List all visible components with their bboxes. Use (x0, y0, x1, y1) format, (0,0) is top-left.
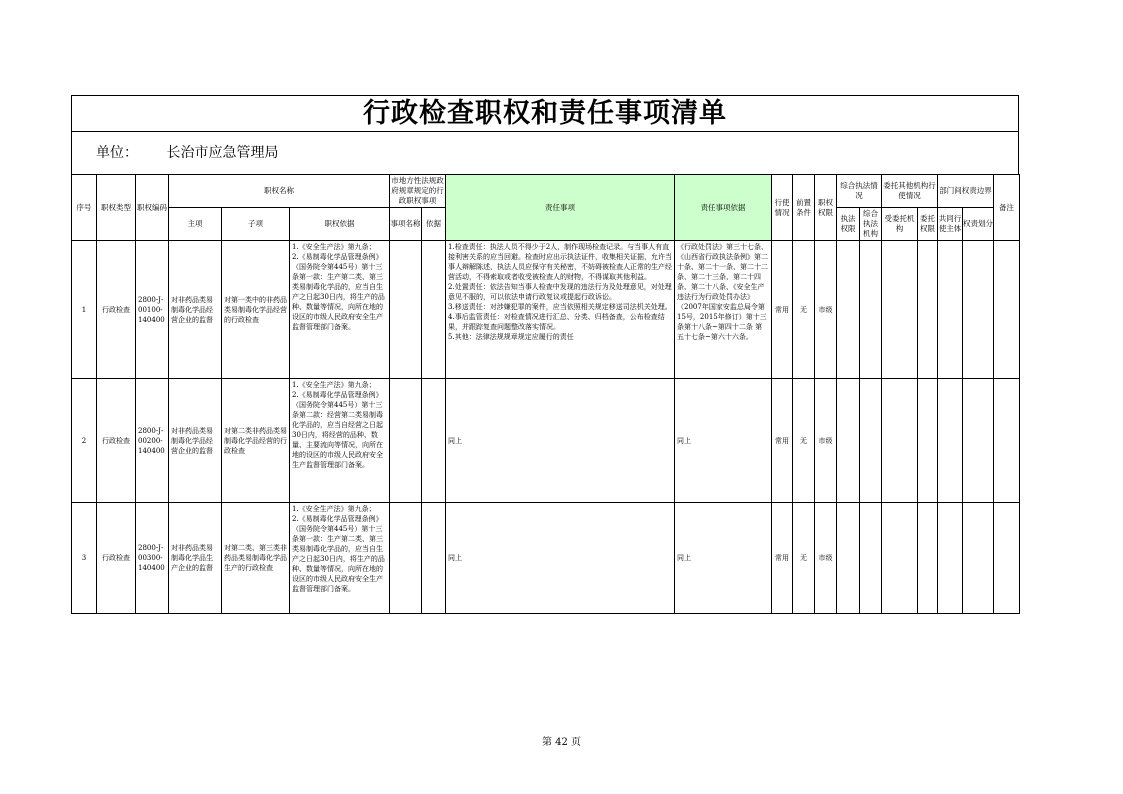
cell-level: 市级 (815, 379, 837, 503)
header-delegate-power: 委托权限 (918, 208, 938, 241)
header-duty: 责任事项 (446, 175, 675, 241)
cell-seq: 2 (72, 379, 97, 503)
cell-empty (994, 503, 1020, 614)
cell-empty (860, 503, 882, 614)
cell-empty (860, 241, 882, 379)
cell-main: 对非药品类易制毒化学品经营企业的监督 (169, 241, 222, 379)
cell-type: 行政检查 (97, 241, 136, 379)
cell-empty (837, 379, 860, 503)
cell-level: 市级 (815, 241, 837, 379)
cell-empty (963, 503, 994, 614)
cell-sub: 对第一类中的非药品类易制毒化学品经营的行政检查 (222, 241, 290, 379)
header-comp-power: 执法权限 (837, 208, 860, 241)
cell-empty (938, 503, 963, 614)
cell-main: 对非药品类易制毒化学品经营企业的监督 (169, 379, 222, 503)
cell-duty: 1.检查责任：执法人员不得少于2人，制作现场检查记录。与当事人有直接利害关系的应当回避。检查时应出示执法证件，收集相关证据，允许当事人辩解陈述，执法人员应保守有关秘密，不妨碍被检查人正常的生产经营活动，不得索取或者收受被检查人的财物，不得谋取其他利益。 2.处置责任：依法告知当事人检查中发现的违法行为及处理意见，对处理意见不服的，可以依法申请行政复议或提起行政诉讼。 3.移送责任：对涉嫌犯罪的案件，应当依照相关规定移送司法机关处理。 4.事后监管责任：对检查情况进行汇总、分类、归档备查，公布检查结果，并跟踪复查问题整改落实情况。 5.其他：法律法规规章规定应履行的责任 (446, 241, 675, 379)
cell-duty-basis: 《行政处罚法》第三十七条、《山西省行政执法条例》第二十条、第二十一条、第二十二条、第二十三条、第二十四条、第二十八条、《安全生产违法行为行政处罚办法》（2007年国家安监总局令第15号，2015年修订）第十三条第十八条~第四十二条 第五十七条~第六十六条。 (675, 241, 772, 379)
cell-precondition: 无 (793, 503, 815, 614)
cell-precondition: 无 (793, 379, 815, 503)
cell-type: 行政检查 (97, 503, 136, 614)
table-row (72, 503, 1020, 614)
cell-empty (994, 379, 1020, 503)
duty-table (71, 174, 1020, 614)
header-boundary-division: 权责划分 (963, 208, 994, 241)
cell-empty (837, 503, 860, 614)
header-comp: 综合执法情况 (837, 175, 882, 208)
header-duty-basis: 责任事项依据 (675, 175, 772, 241)
cell-exercise: 常用 (772, 241, 793, 379)
page-number: 第 42 页 (541, 737, 582, 748)
header-name: 职权名称 (169, 175, 390, 208)
cell-local-name (390, 241, 422, 379)
cell-type: 行政检查 (97, 379, 136, 503)
unit-label: 单位： (96, 145, 138, 161)
header-main: 主项 (169, 208, 222, 241)
table-row (72, 241, 1020, 379)
cell-empty (918, 379, 938, 503)
header-type: 职权类型 (97, 175, 136, 241)
cell-empty (882, 503, 918, 614)
cell-duty: 同上 (446, 503, 675, 614)
header-boundary: 部门间权责边界 (938, 175, 994, 208)
sheet (71, 95, 1019, 614)
header-delegate-org: 受委托机构 (882, 208, 918, 241)
cell-precondition: 无 (793, 241, 815, 379)
cell-code: 2800-J-00300-140400 (136, 503, 169, 614)
cell-empty (882, 241, 918, 379)
table-row (72, 379, 1020, 503)
cell-empty (938, 379, 963, 503)
cell-empty (837, 241, 860, 379)
cell-local-basis (422, 379, 446, 503)
cell-duty-basis: 同上 (675, 379, 772, 503)
cell-empty (918, 503, 938, 614)
cell-local-basis (422, 241, 446, 379)
header-level: 职权权限 (815, 175, 837, 241)
header-local-name: 事项名称 (390, 208, 422, 241)
cell-sub: 对第二类非药品类易制毒化学品经营的行政检查 (222, 379, 290, 503)
cell-seq: 3 (72, 503, 97, 614)
cell-empty (918, 241, 938, 379)
header-delegate: 委托其他机构行使情况 (882, 175, 938, 208)
cell-empty (938, 241, 963, 379)
cell-seq: 1 (72, 241, 97, 379)
cell-duty: 同上 (446, 379, 675, 503)
cell-basis: 1.《安全生产法》第九条； 2.《易制毒化学品管理条例》（国务院令第445号）第十三条第一款：生产第二类、第三类易制毒化学品的，应当自生产之日起30日内，将生产的品种、数量等情况，向所在地的设区的市级人民政府安全生产监督管理部门备案。 (290, 503, 390, 614)
cell-empty (994, 241, 1020, 379)
header-exercise: 行使情况 (772, 175, 793, 241)
cell-basis: 1.《安全生产法》第九条； 2.《易制毒化学品管理条例》（国务院令第445号）第十三条第二款：经营第二类易制毒化学品的，应当自经营之日起30日内，将经营的品种、数量、主要流向等情况，向所在地的设区的市级人民政府安全生产监督管理部门备案。 (290, 379, 390, 503)
header-boundary-subject: 共同行使主体 (938, 208, 963, 241)
cell-sub: 对第二类、第三类非药品类易制毒化学品生产的行政检查 (222, 503, 290, 614)
cell-local-basis (422, 503, 446, 614)
header-local-reg: 市地方性法规政府规章规定的行政职权事项 (390, 175, 446, 208)
header-comp-org: 综合执法机构 (860, 208, 882, 241)
header-basis: 职权依据 (290, 208, 390, 241)
cell-local-name (390, 503, 422, 614)
header-code: 职权编码 (136, 175, 169, 241)
cell-main: 对非药品类易制毒化学品生产企业的监督 (169, 503, 222, 614)
header-local-basis: 依据 (422, 208, 446, 241)
cell-code: 2800-J-00200-140400 (136, 379, 169, 503)
cell-exercise: 常用 (772, 503, 793, 614)
header-precondition: 前置条件 (793, 175, 815, 241)
header-remark: 备注 (994, 175, 1020, 241)
header-sub: 子项 (222, 208, 290, 241)
cell-duty-basis: 同上 (675, 503, 772, 614)
cell-exercise: 常用 (772, 379, 793, 503)
cell-code: 2800-J-00100-140400 (136, 241, 169, 379)
cell-basis: 1.《安全生产法》第九条； 2.《易制毒化学品管理条例》（国务院令第445号）第十三条第一款：生产第二类、第三类易制毒化学品的，应当自生产之日起30日内，将生产的品种、数量等情况，向所在地的设区的市级人民政府安全生产监督管理部门备案。 (290, 241, 390, 379)
cell-empty (963, 241, 994, 379)
page-title: 行政检查职权和责任事项清单 (71, 95, 1019, 131)
cell-empty (860, 379, 882, 503)
cell-level: 市级 (815, 503, 837, 614)
header-seq: 序号 (72, 175, 97, 241)
unit-line (71, 131, 1019, 174)
cell-empty (963, 379, 994, 503)
cell-local-name (390, 379, 422, 503)
unit-value: 长治市应急管理局 (166, 145, 279, 161)
cell-empty (882, 379, 918, 503)
